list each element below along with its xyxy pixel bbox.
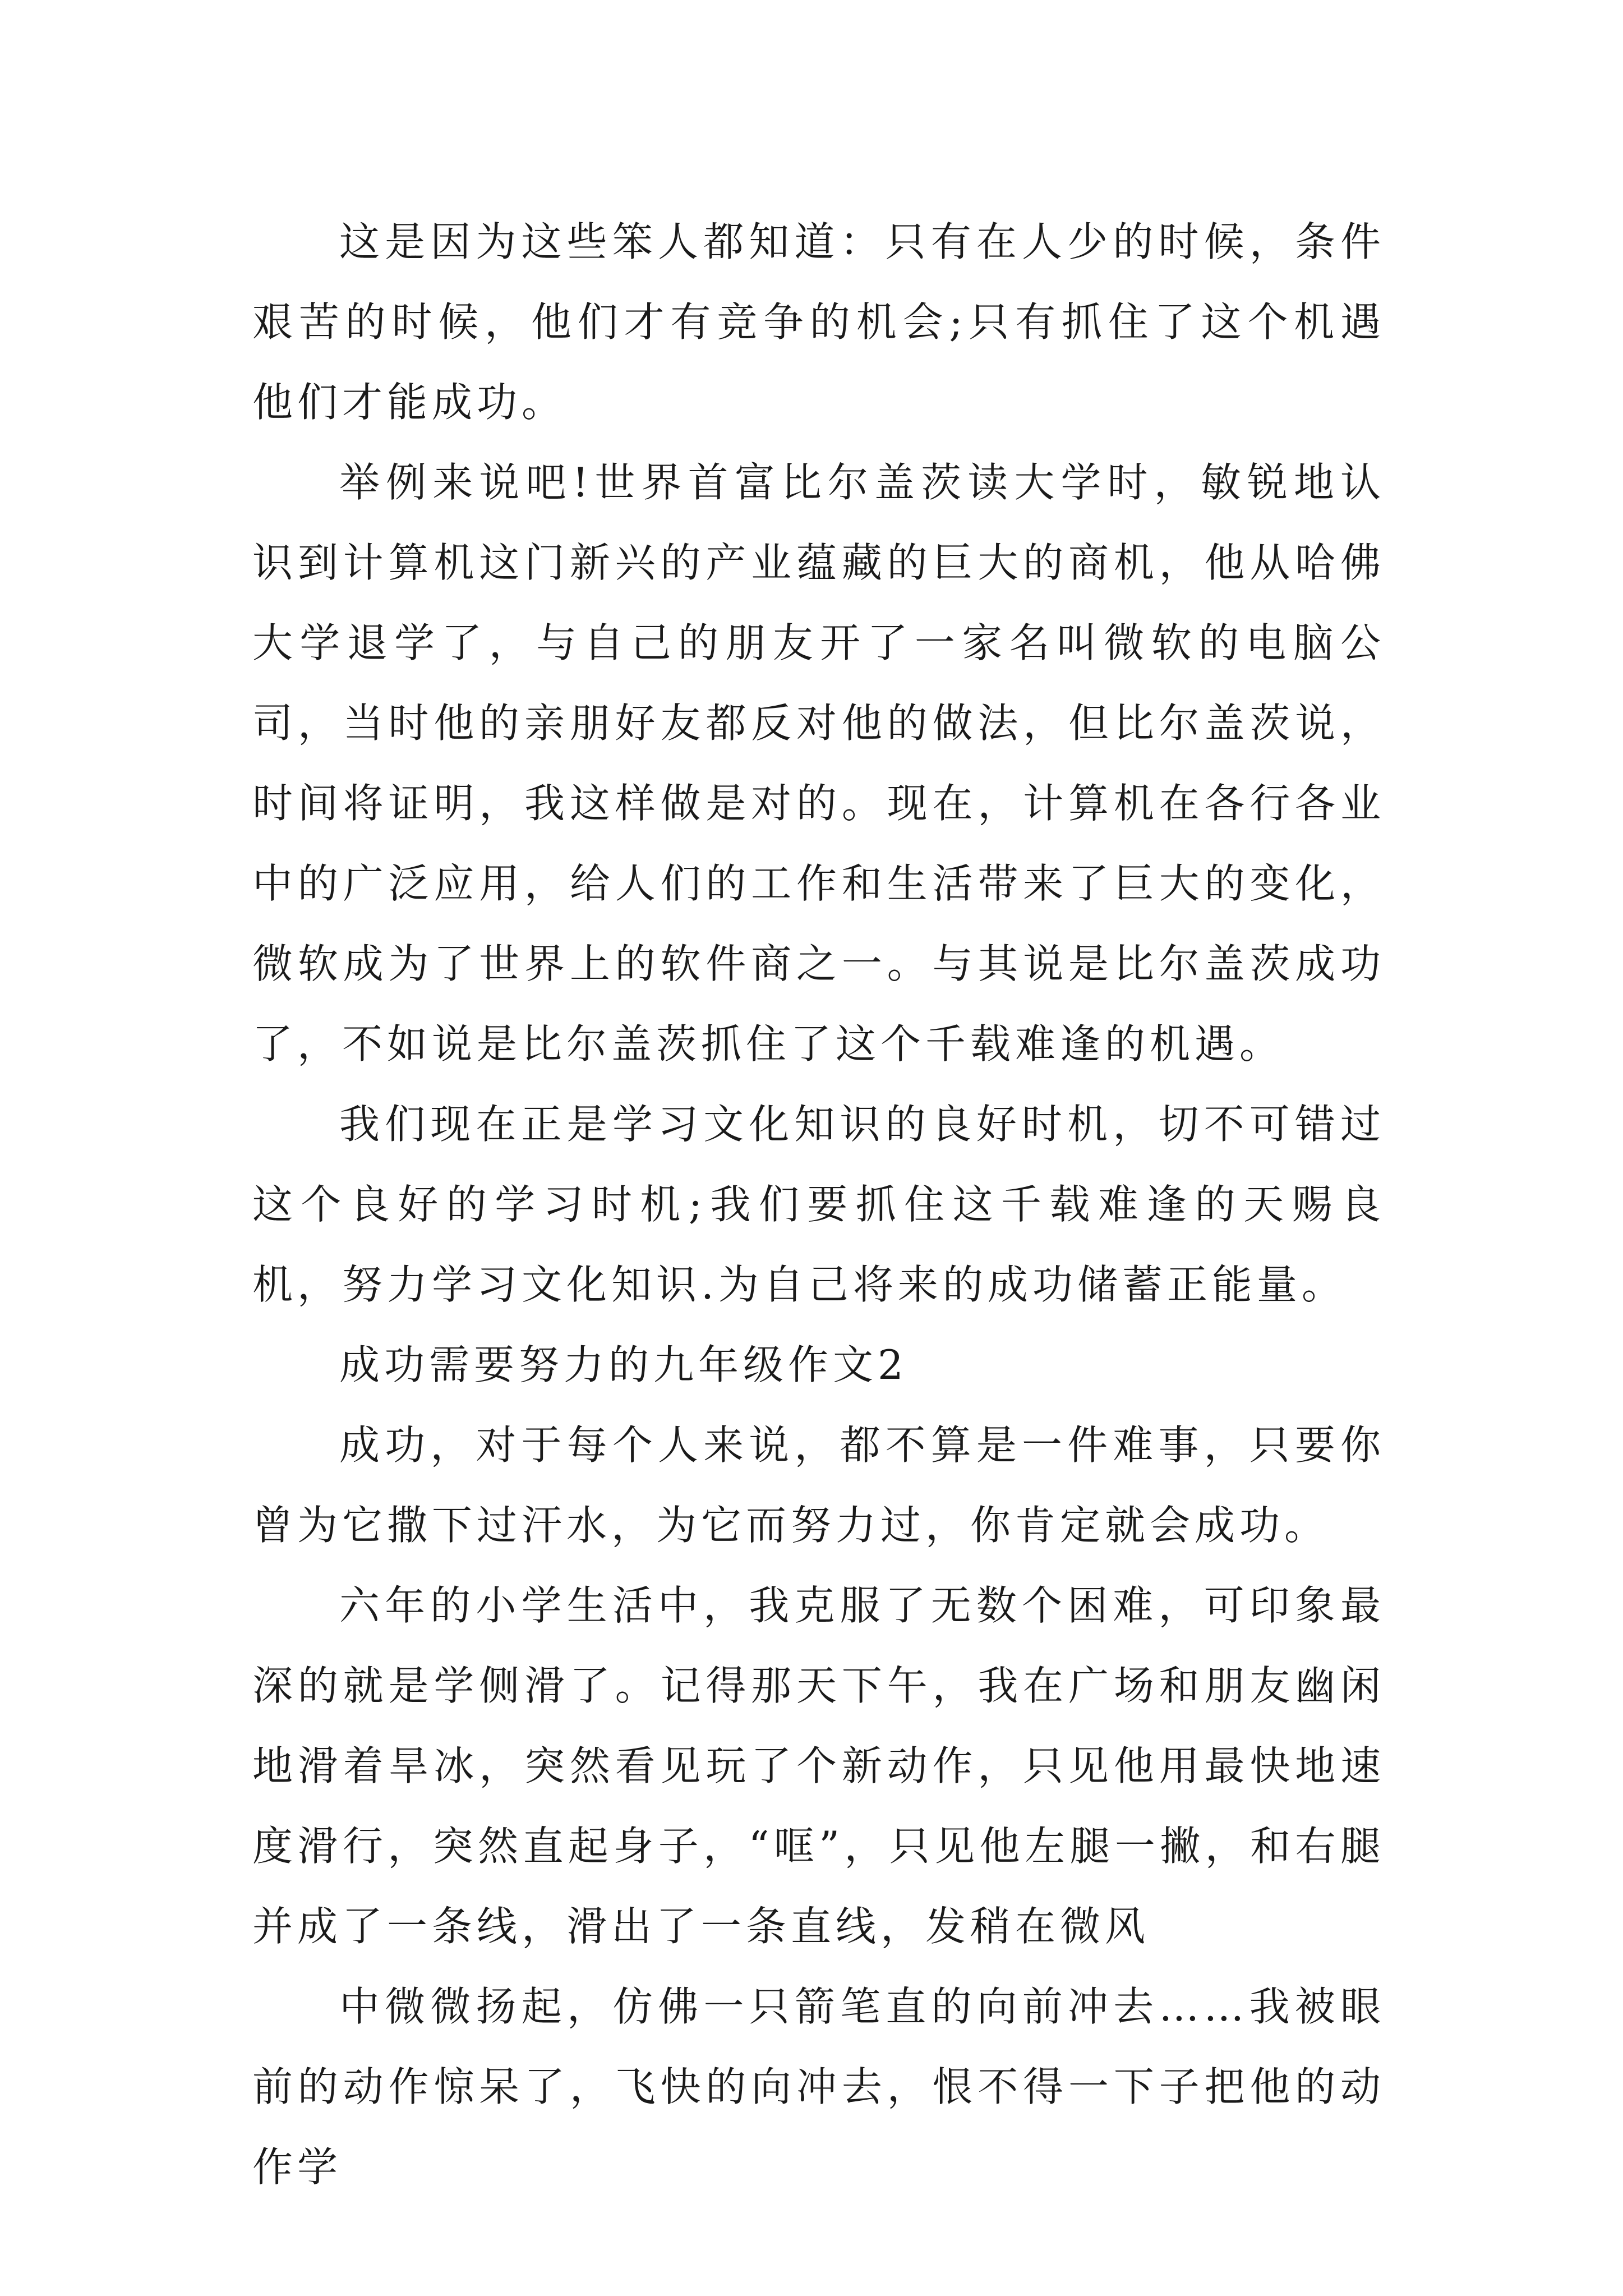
paragraph-4: 成功，对于每个人来说，都不算是一件难事，只要你曾为它撒下过汗水，为它而努力过，你肯定就会成功。 xyxy=(252,1421,1385,1549)
paragraph-2: 举例来说吧!世界首富比尔盖茨读大学时，敏锐地认识到计算机这门新兴的产业蕴藏的巨大的商机，他从哈佛大学退学了，与自己的朋友开了一家名叫微软的电脑公司，当时他的亲朋好友都反对他的做法，但比尔盖茨说，时间将证明，我这样做是对的。现在，计算机在各行各业中的广泛应用，给人们的工作和生活带来了巨大的变化，微软成为了世界上的软件商之一。与其说是比尔盖茨成功了，不如说是比尔盖茨抓住了这个千载难逢的机遇。 xyxy=(252,459,1385,1068)
document-body xyxy=(252,202,1385,2207)
paragraph-1: 这是因为这些笨人都知道：只有在人少的时候，条件艰苦的时候，他们才有竞争的机会;只有抓住了这个机遇他们才能成功。 xyxy=(252,218,1385,426)
paragraph-6: 中微微扬起，仿佛一只箭笔直的向前冲去……我被眼前的动作惊呆了，飞快的向冲去，恨不得一下子把他的动作学 xyxy=(252,1983,1385,2191)
paragraph-3: 我们现在正是学习文化知识的良好时机，切不可错过这个良好的学习时机;我们要抓住这千载难逢的天赐良机，努力学习文化知识.为自己将来的成功储蓄正能量。 xyxy=(252,1101,1385,1308)
essay-heading: 成功需要努力的九年级作文2 xyxy=(339,1341,908,1388)
paragraph-5: 六年的小学生活中，我克服了无数个困难，可印象最深的就是学侧滑了。记得那天下午，我在广场和朋友幽闲地滑着旱冰，突然看见玩了个新动作，只见他用最快地速度滑行，突然直起身子，“哐”，只见他左腿一撇，和右腿并成了一条线，滑出了一条直线，发稍在微风 xyxy=(252,1582,1385,1950)
